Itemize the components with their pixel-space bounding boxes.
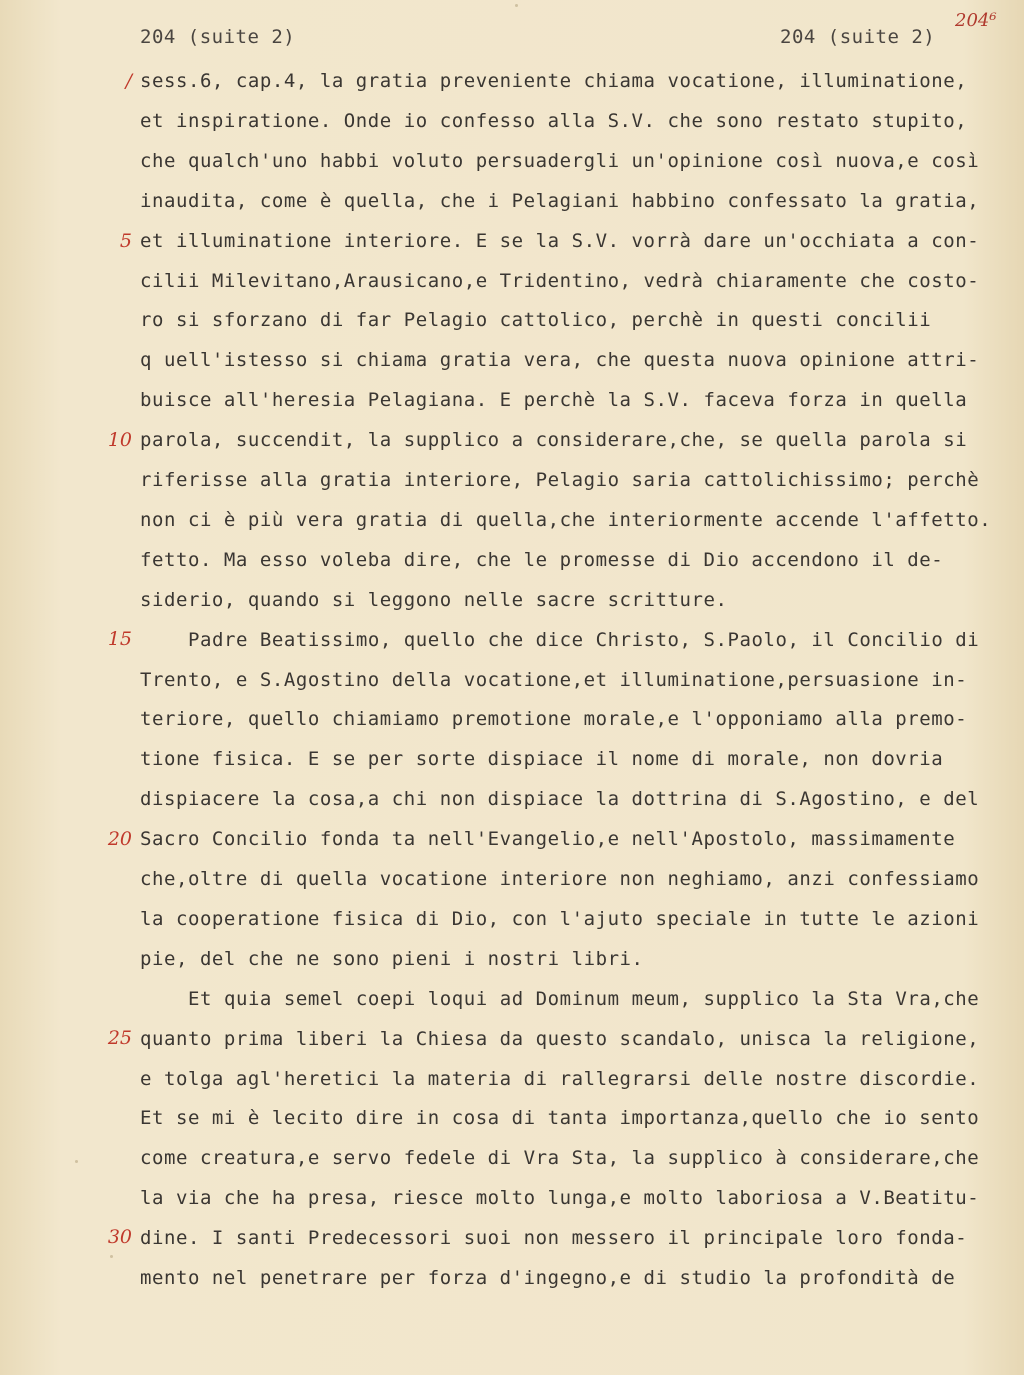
text-line: che,oltre di quella vocatione interiore non neghiamo, anzi confessiamo [140,868,980,890]
text-line: siderio, quando si leggono nelle sacre scritture. [140,588,728,611]
text-line: inaudita, come è quella, che i Pelagiani habbino confessato la gratia, [140,189,980,212]
text-line: teriore, quello chiamiamo premotione morale,e l'opponiamo alla premo- [140,708,968,731]
margin-line-number: / [125,70,132,92]
text-line: fetto. Ma esso voleba dire, che le promesse di Dio accendono il de- [140,548,944,571]
margin-line-number: 20 [107,828,132,850]
text-line: cilii Milevitano,Arausicano,e Tridentino, vedrà chiaramente che costo- [140,269,980,292]
text-line: Padre Beatissimo, quello che dice Christo, S.Paolo, il Concilio di [188,628,980,651]
text-line: la via che ha presa, riesce molto lunga,e molto laboriosa a V.Beatitu- [140,1187,980,1210]
text-line: dispiacere la cosa,a chi non dispiace la dottrina di S.Agostino, e del [140,788,980,811]
text-line: Et se mi è lecito dire in cosa di tanta importanza,quello che io sento [140,1107,980,1130]
margin-line-number: 10 [107,429,132,451]
text-line: tione fisica. E se per sorte dispiace il nome di morale, non dovria [140,748,944,771]
text-line: che qualch'uno habbi voluto persuadergli un'opinione così nuova,e così [140,149,980,172]
text-line: non ci è più vera gratia di quella,che interiormente accende l'affetto. [140,508,992,531]
margin-line-number: 25 [107,1027,132,1049]
text-line: la cooperatione fisica di Dio, con l'ajuto speciale in tutte le azioni [140,907,980,930]
text-line: et illuminatione interiore. E se la S.V. vorrà dare un'occhiata a con- [140,229,980,252]
handwritten-folio-number: 204⁶ [955,10,997,31]
text-line: Et quia semel coepi loqui ad Dominum meum, supplico la Sta Vra,che [188,987,980,1010]
text-line: dine. I santi Predecessori suoi non messero il principale loro fonda- [140,1227,968,1250]
text-line: et inspiratione. Onde io confesso alla S.V. che sono restato stupito, [140,109,968,132]
page-header-left: 204 (suite 2) [140,26,296,48]
text-line: pie, del che ne sono pieni i nostri libri. [140,947,644,970]
text-line: buisce all'heresia Pelagiana. E perchè la S.V. faceva forza in quella [140,389,968,412]
text-line: ro si sforzano di far Pelagio cattolico, perchè in questi concilii [140,309,932,332]
margin-line-number: 15 [107,628,132,650]
text-line: e tolga agl'heretici la materia di rallegrarsi delle nostre discordie. [140,1067,980,1090]
margin-line-number: 30 [107,1226,132,1248]
text-line: riferisse alla gratia interiore, Pelagio saria cattolichissimo; perchè [140,469,980,491]
text-line: parola, succendit, la supplico a considerare,che, se quella parola si [140,429,968,452]
text-line: Sacro Concilio fonda ta nell'Evangelio,e nell'Apostolo, massimamente [140,828,956,851]
text-line: q uell'istesso si chiama gratia vera, che questa nuova opinione attri- [140,349,980,372]
text-line: sess.6, cap.4, la gratia preveniente chiama vocatione, illuminatione, [140,70,968,92]
text-line: come creatura,e servo fedele di Vra Sta, la supplico à considerare,che [140,1147,980,1170]
text-line: quanto prima liberi la Chiesa da questo scandalo, unisca la religione, [140,1027,980,1050]
margin-line-number: 5 [119,230,132,252]
page-header-right: 204 (suite 2) [780,26,936,48]
text-line: mento nel penetrare per forza d'ingegno,e di studio la profondità de [140,1267,956,1289]
text-line: Trento, e S.Agostino della vocatione,et illuminatione,persuasione in- [140,668,968,691]
